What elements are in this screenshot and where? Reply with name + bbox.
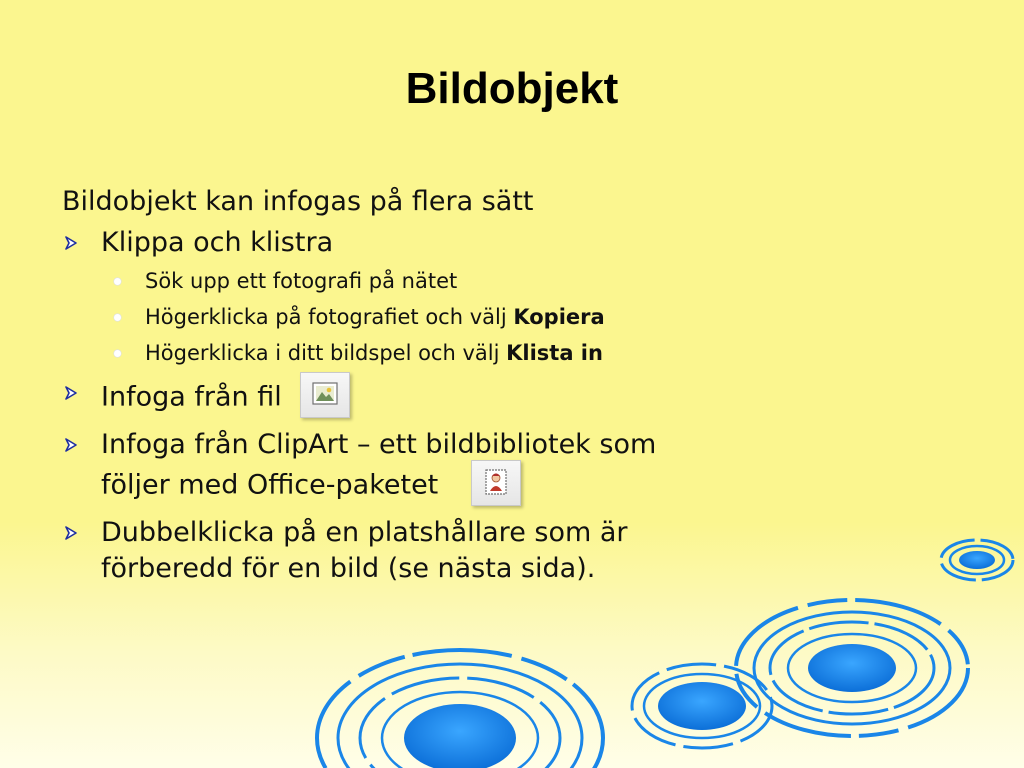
- bullet-text: Infoga från fil: [101, 381, 282, 413]
- sub-bullet-bold-text: Kopiera: [513, 305, 605, 329]
- intro-text: Bildobjekt kan infogas på flera sätt: [62, 186, 534, 217]
- bullet-text-line1: Dubbelklicka på en platshållare som är: [101, 517, 628, 548]
- ripple-small: [941, 540, 1013, 580]
- sub-bullet-text: Sök upp ett fotografi på nätet: [145, 269, 458, 293]
- sub-bullet-text: Högerklicka på fotografiet och välj: [145, 305, 514, 329]
- ripple-middle: [632, 664, 772, 748]
- bullet-text-line1: Infoga från ClipArt – ett bildbibliotek som: [101, 429, 657, 460]
- slide-title: Bildobjekt: [405, 64, 619, 113]
- bullet-text: Klippa och klistra: [101, 227, 334, 258]
- ripple-large-left: [317, 650, 603, 768]
- bullet-text-line2: förberedd för en bild (se nästa sida).: [101, 553, 596, 584]
- bullet-text-line2: följer med Office-paketet: [101, 469, 439, 501]
- sub-bullet-bold-text: Klista in: [506, 341, 603, 365]
- sub-bullet-text: Högerklicka i ditt bildspel och välj: [145, 341, 507, 365]
